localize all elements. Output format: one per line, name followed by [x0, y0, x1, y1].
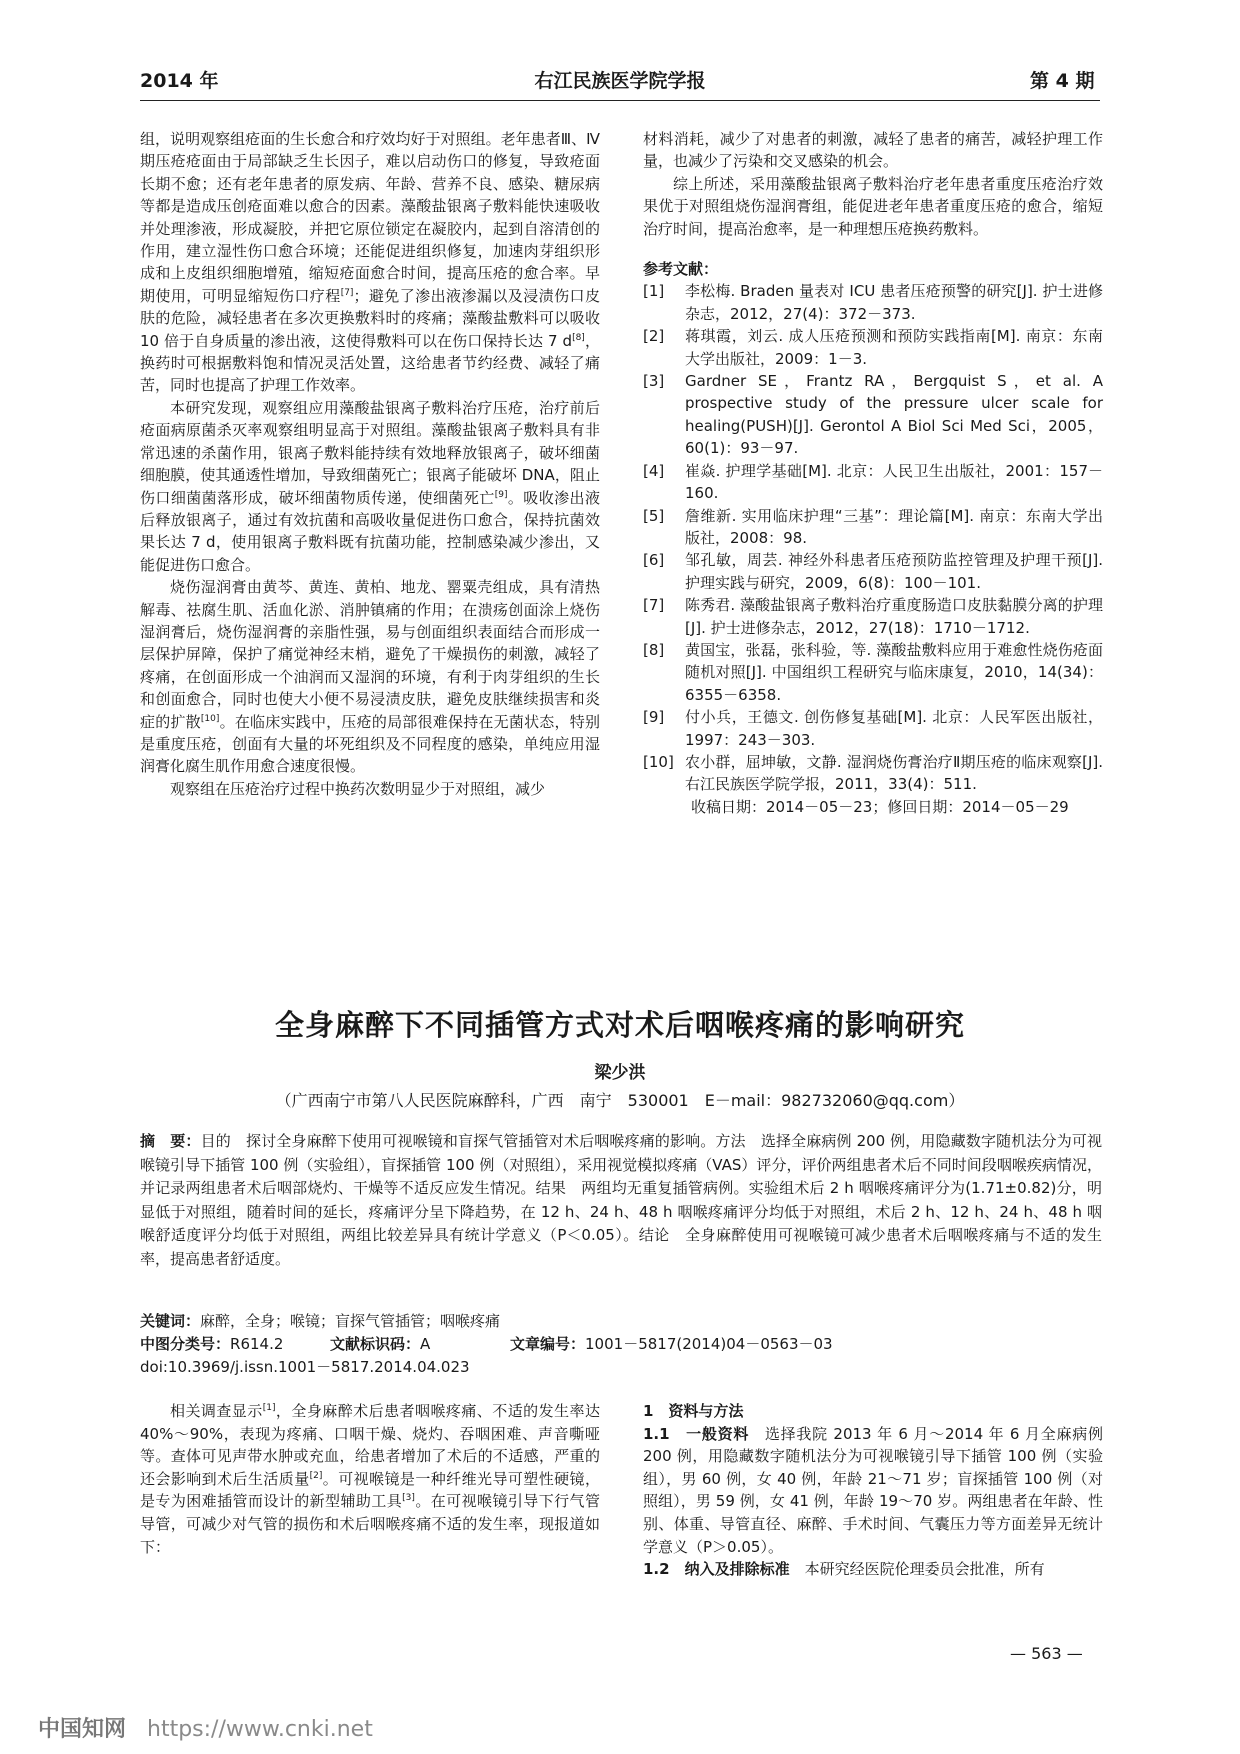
abstract-label: 摘 要：: [140, 1132, 201, 1150]
citation: [1]: [262, 1403, 276, 1413]
article-author: 梁少洪: [594, 1063, 646, 1083]
paragraph: 烧伤湿润膏由黄芩、黄连、黄柏、地龙、罂粟壳组成，具有清热解毒、祛腐生肌、活血化淤、消肿镇痛的作用；在溃疡创面涂上烧伤湿润膏后，烧伤湿润膏的亲脂性强，易与创面组织表面结合而形成一层保护屏障，保护了痛觉神经末梢，避免了干燥损伤的刺激，减轻了疼痛，在创面形成一个油润而又湿润的环境，有利于肉芽组织的生长和创面愈合，同时也使大小便不易浸渍皮肤，避免皮肤继续损害和炎症的扩散[10]。在临床实践中，压疮的局部很难保持在无菌状态，特别是重度压疮，创面有大量的坏死组织及不同程度的感染，单纯应用湿润膏化腐生肌作用愈合速度很慢。: [140, 578, 600, 776]
reference-item: [643, 460, 1103, 505]
reference-number: [6]: [643, 551, 665, 570]
paragraph: 综上所述，采用藻酸盐银离子敷料治疗老年患者重度压疮治疗效果优于对照组烧伤湿润膏组，能促进老年患者重度压疮的愈合，缩短治疗时间，提高治愈率，是一种理想压疮换药敷料。: [643, 174, 1103, 238]
paragraph: 相关调查显示[1]，全身麻醉术后患者咽喉疼痛、不适的发生率达 40%～90%，表现为疼痛、口咽干燥、烧灼、吞咽困难、声音嘶哑等。查体可见声带水肿或充血，给患者增加了术后的不适感，严重的还会影响到术后生活质量[2]。可视喉镜是一种纤维光导可塑性硬镜，是专为困难插管而设计的新型辅助工具[3]。在可视喉镜引导下行气管导管，可减少对气管的损伤和术后咽喉疼痛不适的发生率，现报道如下：: [140, 1402, 600, 1556]
keywords: 关键词：麻醉，全身；喉镜；盲探气管插管；咽喉疼痛: [140, 1312, 501, 1330]
reference-text: 李松梅. Braden 量表对 ICU 患者压疮预警的研究[J]. 护士进修杂志，2012，27(4)：372－373.: [685, 282, 1103, 323]
cnki-logo: 中国知网: [38, 1717, 127, 1742]
reference-item: [643, 549, 1103, 594]
header-year: 2014 年: [140, 70, 219, 92]
classification-line: 中图分类号：R614.2 文献标识码：A 文章编号：1001－5817(2014)04－0563－03: [140, 1335, 833, 1353]
reference-number: [7]: [643, 596, 665, 615]
citation: [2]: [309, 1470, 323, 1481]
reference-text: Gardner SE，Frantz RA，Bergquist S，et al. A prospective study of the pressure ulcer scale for healing(PUSH)[J]. Gerontol A Biol Sci Med Sci，2005，60(1)：93－97.: [685, 372, 1103, 458]
reference-text: 崔焱. 护理学基础[M]. 北京：人民卫生出版社，2001：157－160.: [685, 461, 1103, 503]
reference-text: 农小群，屈坤敏，文静. 湿润烧伤膏治疗Ⅱ期压疮的临床观察[J]. 右江民族医学院学报，2011，33(4)：511.: [685, 752, 1103, 794]
reference-number: [8]: [643, 640, 665, 659]
reference-item: [643, 325, 1103, 370]
right-column: [643, 128, 1103, 818]
reference-item: [643, 280, 1103, 325]
header-rule: [140, 100, 1100, 101]
abstract-text: 目的 探讨全身麻醉下使用可视喉镜和盲探气管插管对术后咽喉疼痛的影响。方法 选择全麻病例 200 例，用隐藏数字随机法分为可视喉镜引导下插管 100 例（实验组），盲探插管 100 例（对照组），采用视觉模拟疼痛（VAS）评分，评价两组患者术后不同时间段咽喉疾病情况，并记录两组患者术后咽部烧灼、干燥等不适反应发生情况。结果 两组均无重复插管病例。实验组术后 2 h 咽喉疼痛评分为(1.71±0.82)分，明显低于对照组，随着时间的延长，疼痛评分呈下降趋势，在 12 h、24 h、48 h 咽喉疼痛评分均低于对照组，术后 2 h、12 h、24 h、48 h 咽喉舒适度评分均低于对照组，两组比较差异具有统计学意义（P＜0.05）。结论 全身麻醉使用可视喉镜可减少患者术后咽喉疼痛与不适的发生率，提高患者舒适度。: [140, 1132, 1102, 1268]
citation: [10]: [200, 713, 220, 724]
reference-text: 付小兵，王德文. 创伤修复基础[M]. 北京：人民军医出版社，1997：243－303.: [685, 708, 1103, 749]
reference-item: [643, 505, 1103, 550]
reference-number: [5]: [643, 506, 665, 525]
reference-number: [4]: [643, 461, 665, 480]
reference-item: [643, 639, 1103, 706]
reference-item: [643, 594, 1103, 639]
reference-item: [643, 370, 1103, 460]
reference-number: [1]: [643, 282, 665, 301]
left-column: [140, 128, 600, 800]
paragraph: 材料消耗，减少了对患者的刺激，减轻了患者的痛苦，减轻护理工作量，也减少了污染和交叉感染的机会。: [643, 130, 1103, 171]
reference-number: [3]: [643, 372, 665, 391]
paragraph: 观察组在压疮治疗过程中换药次数明显少于对照组，减少: [170, 779, 546, 798]
reference-text: 黄国宝，张磊，张科验，等. 藻酸盐敷料应用于难愈性烧伤疮面随机对照[J]. 中国组织工程研究与临床康复，2010，14(34)：6355－6358.: [685, 640, 1103, 704]
header-journal: 右江民族医学院学报: [534, 70, 706, 92]
body-right-column: [643, 1400, 1103, 1581]
references-title: 参考文献：: [643, 260, 719, 279]
header-issue: 第 4 期: [1030, 70, 1095, 92]
reference-number: [10]: [643, 752, 674, 771]
paragraph: 本研究发现，观察组应用藻酸盐银离子敷料治疗压疮，治疗前后疮面病原菌杀灭率观察组明显高于对照组。藻酸盐银离子敷料具有非常迅速的杀菌作用，银离子敷料能持续有效地释放银离子，破坏细菌细胞膜，使其通透性增加，导致细菌死亡；银离子能破坏 DNA，阻止伤口细菌菌落形成，破坏细菌物质传递，使细菌死亡[9]。吸收渗出液后释放银离子，通过有效抗菌和高吸收量促进伤口愈合，保持抗菌效果长达 7 d，使用银离子敷料既有抗菌功能，控制感染减少渗出，又能促进伤口愈合。: [140, 398, 600, 574]
paragraph: 1.1 一般资料 选择我院 2013 年 6 月～2014 年 6 月全麻病例 200 例，用隐藏数字随机法分为可视喉镜引导下插管 100 例（实验组），男 60 例，女 40 例，年龄 21～71 岁；盲探插管 100 例（对照组），男 59 例，女 41 例，年龄 19～70 岁。两组患者在年龄、性别、体重、导管直径、麻醉、手术时间、气囊压力等方面差异无统计学意义（P＞0.05）。: [643, 1424, 1104, 1556]
reference-text: 陈秀君. 藻酸盐银离子敷料治疗重度肠造口皮肤黏膜分离的护理[J]. 护士进修杂志，2012，27(18)：1710－1712.: [685, 596, 1103, 637]
doi: doi:10.3969/j.issn.1001－5817.2014.04.023: [140, 1358, 470, 1376]
reference-number: [9]: [643, 708, 665, 727]
paragraph: 1.2 纳入及排除标准 本研究经医院伦理委员会批准，所有: [643, 1560, 1045, 1579]
citation: [3]: [402, 1493, 415, 1504]
reference-item: [643, 706, 1103, 751]
received-date: 收稿日期：2014－05－23；修回日期：2014－05－29: [691, 797, 1069, 816]
article-affiliation: （广西南宁市第八人民医院麻醉科，广西 南宁 530001 E－mail：982732060@qq.com）: [275, 1091, 965, 1110]
footer-watermark: [38, 1712, 373, 1743]
body-left-column: [140, 1400, 600, 1558]
cnki-url[interactable]: https://www.cnki.net: [147, 1717, 373, 1742]
abstract: [140, 1130, 1102, 1271]
page-number: — 563 —: [1010, 1644, 1083, 1663]
article-title: 全身麻醉下不同插管方式对术后咽喉疼痛的影响研究: [274, 1008, 965, 1042]
reference-text: 蒋琪霞，刘云. 成人压疮预测和预防实践指南[M]. 南京：东南大学出版社，2009：1－3.: [685, 327, 1103, 368]
citation: [9]: [494, 489, 508, 500]
citation: [8]: [572, 332, 585, 343]
reference-text: 詹维新. 实用临床护理“三基”：理论篇[M]. 南京：东南大学出版社，2008：98.: [685, 506, 1103, 547]
reference-number: [2]: [643, 327, 665, 346]
section-heading: 1 资料与方法: [643, 1402, 744, 1420]
paragraph: 组，说明观察组疮面的生长愈合和疗效均好于对照组。老年患者Ⅲ、Ⅳ期压疮疮面由于局部缺乏生长因子，难以启动伤口的修复，导致疮面长期不愈；还有老年患者的原发病、年龄、营养不良、感染、糖尿病等都是造成压创疮面难以愈合的因素。藻酸盐银离子敷料能快速吸收并处理渗液，形成凝胶，并把它原位锁定在凝胶内，起到自溶清创的作用，建立湿性伤口愈合环境；还能促进组织修复，加速肉芽组织形成和上皮组织细胞增殖，缩短疮面愈合时间，提高压疮的愈合率。早期使用，可明显缩短伤口疗程[7]；避免了渗出液渗漏以及浸渍伤口皮肤的危险，减轻患者在多次更换敷料时的疼痛；藻酸盐敷料可以吸收 10 倍于自身质量的渗出液，这使得敷料可以在伤口保持长达 7 d[8]，换药时可根据敷料饱和情况灵活处置，这给患者节约经费、减轻了痛苦，同时也提高了护理工作效率。: [140, 130, 600, 395]
citation: [7]: [340, 287, 354, 298]
reference-item: [643, 751, 1103, 796]
reference-text: 邹孔敏，周芸. 神经外科患者压疮预防监控管理及护理干预[J]. 护理实践与研究，2009，6(8)：100－101.: [685, 551, 1103, 592]
reference-list: [643, 280, 1103, 795]
